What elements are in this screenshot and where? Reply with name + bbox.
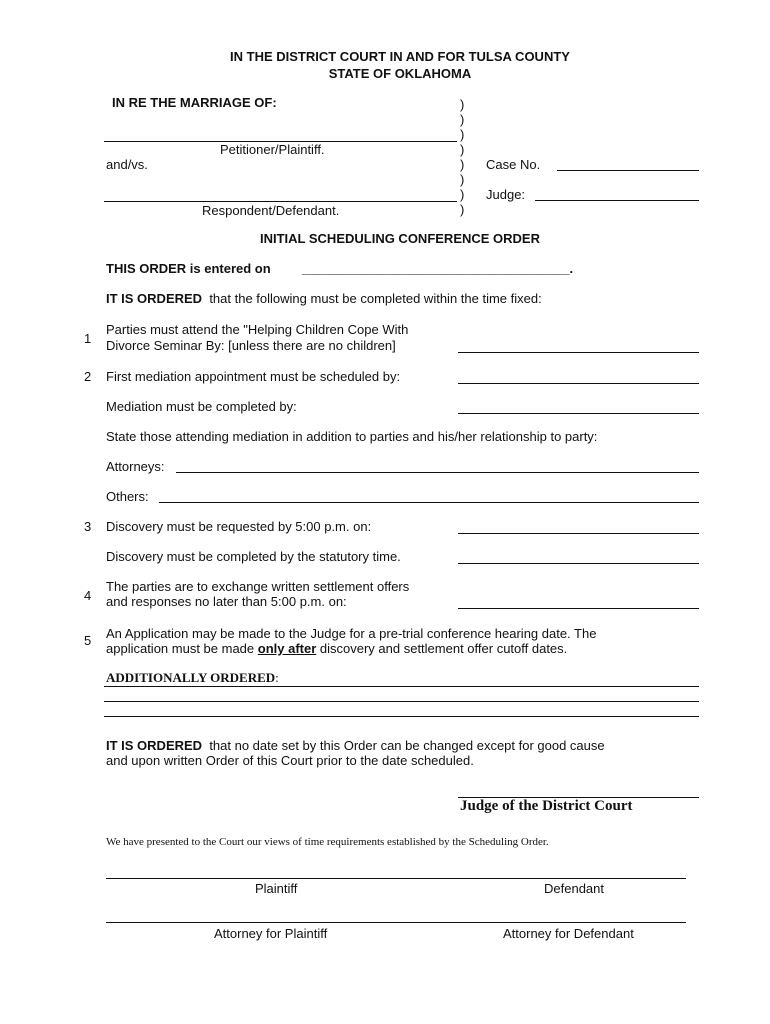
discovery-completed-date-field[interactable] (458, 563, 699, 564)
discovery-completed-text: Discovery must be completed by the statutory time. (106, 549, 401, 564)
judge-label: Judge: (486, 187, 526, 202)
settlement-date-field[interactable] (458, 608, 699, 609)
caption-paren: ) (460, 112, 465, 127)
pretrial-text: discovery and settlement offer cutoff dates. (316, 641, 568, 656)
respondent-signature-line[interactable] (104, 201, 457, 202)
ordered-text: that the following must be completed within the time fixed: (209, 291, 542, 306)
discovery-requested-text: Discovery must be requested by 5:00 p.m. on: (106, 519, 372, 534)
item-number: 2 (84, 369, 92, 384)
settlement-text: The parties are to exchange written settlement offers (106, 579, 410, 594)
item-number: 3 (84, 519, 92, 534)
in-re-label: IN RE THE MARRIAGE OF: (112, 95, 277, 110)
attorneys-label: Attorneys: (106, 459, 165, 474)
mediation-completed-text: Mediation must be completed by: (106, 399, 297, 414)
case-number-label: Case No. (486, 157, 541, 172)
state-heading: STATE OF OKLAHOMA (328, 66, 472, 81)
plaintiff-label: Plaintiff (255, 881, 298, 896)
mediation-completed-date-field[interactable] (458, 413, 699, 414)
seminar-text: Parties must attend the "Helping Children Cope With (106, 322, 409, 337)
attorneys-field[interactable] (176, 472, 699, 473)
caption-paren: ) (460, 187, 465, 202)
court-heading: IN THE DISTRICT COURT IN AND FOR TULSA COUNTY (230, 49, 570, 64)
entered-label: THIS ORDER is entered on (106, 261, 271, 276)
attorney-signature-line[interactable] (106, 922, 686, 923)
petitioner-label: Petitioner/Plaintiff. (220, 142, 325, 157)
others-field[interactable] (159, 502, 699, 503)
settlement-text: and responses no later than 5:00 p.m. on: (106, 594, 347, 609)
judge-signature-label: Judge of the District Court (460, 798, 633, 814)
case-number-field[interactable] (557, 170, 699, 171)
only-after-emphasis: only after (257, 641, 317, 656)
caption-paren: ) (460, 127, 465, 142)
no-change-text: that no date set by this Order can be changed except for good cause (209, 738, 605, 753)
additionally-ordered-label: ADDITIONALLY ORDERED (106, 670, 276, 685)
discovery-requested-date-field[interactable] (458, 533, 699, 534)
caption-paren: ) (460, 172, 465, 187)
pretrial-text: An Application may be made to the Judge for a pre-trial conference hearing date. The (106, 626, 597, 641)
defendant-label: Defendant (544, 881, 604, 896)
no-change-text: and upon written Order of this Court prior to the date scheduled. (106, 753, 474, 768)
respondent-label: Respondent/Defendant. (202, 203, 340, 218)
item-number: 5 (84, 633, 92, 648)
item-number: 1 (84, 331, 92, 346)
seminar-text: Divorce Seminar By: [unless there are no children] (106, 338, 396, 353)
entered-date-field[interactable]: _____________________________________. (302, 261, 574, 276)
ordered-label: IT IS ORDERED (106, 291, 203, 306)
and-vs-label: and/vs. (106, 157, 148, 172)
others-label: Others: (106, 489, 149, 504)
item-number: 4 (84, 588, 92, 603)
caption-paren: ) (460, 202, 465, 217)
judge-field[interactable] (535, 200, 699, 201)
caption-paren: ) (460, 142, 465, 157)
additionally-ordered-line[interactable] (104, 686, 699, 687)
additionally-ordered-line[interactable] (104, 716, 699, 717)
additionally-colon: : (275, 670, 279, 685)
first-mediation-text: First mediation appointment must be scheduled by: (106, 369, 401, 384)
caption-paren: ) (460, 97, 465, 112)
caption-paren: ) (460, 157, 465, 172)
order-title: INITIAL SCHEDULING CONFERENCE ORDER (260, 231, 540, 246)
pretrial-text: application must be made (106, 641, 258, 656)
attending-text: State those attending mediation in addition to parties and his/her relationship to party: (106, 429, 598, 444)
attorney-plaintiff-label: Attorney for Plaintiff (214, 926, 328, 941)
party-signature-line[interactable] (106, 878, 686, 879)
attorney-defendant-label: Attorney for Defendant (503, 926, 634, 941)
first-mediation-date-field[interactable] (458, 383, 699, 384)
seminar-date-field[interactable] (458, 352, 699, 353)
no-change-label: IT IS ORDERED (106, 738, 203, 753)
presented-statement: We have presented to the Court our views of time requirements established by the Scheduling Order. (106, 836, 549, 848)
additionally-ordered-line[interactable] (104, 701, 699, 702)
